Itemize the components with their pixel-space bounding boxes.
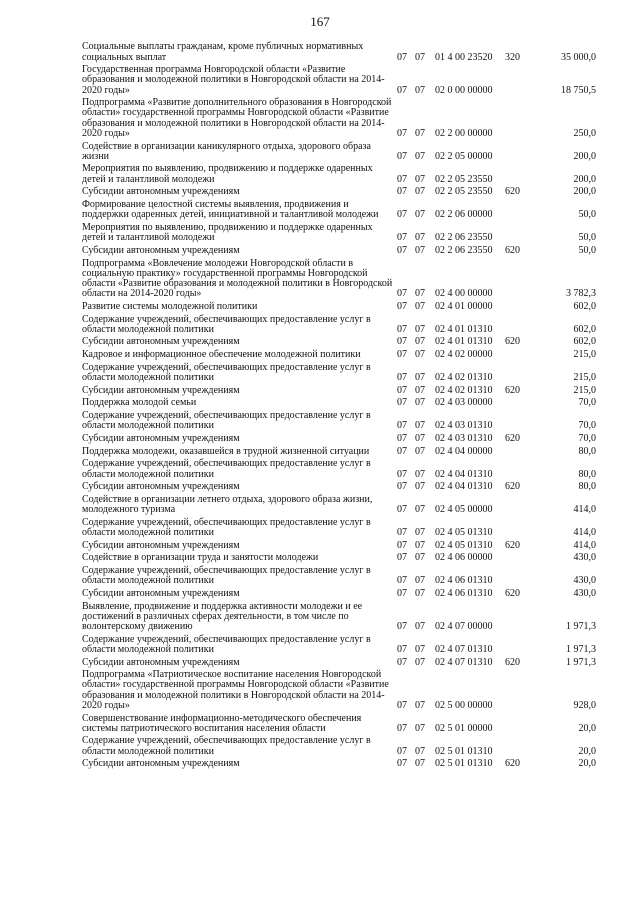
table-row [82,96,596,139]
row-amount: 414,0 [573,539,596,551]
row-target-code: 02 4 06 01310 [435,587,493,599]
row-section: 07 [397,51,407,63]
row-section: 07 [397,127,407,139]
table-row [82,757,596,770]
table-row [82,655,596,668]
table-row [82,139,596,162]
row-expense-type: 620 [505,656,520,668]
row-name: Субсидии автономным учреждениям [82,244,240,256]
table-row [82,587,596,600]
row-subsection: 07 [415,349,425,361]
row-expense-type [505,493,527,516]
table-row [82,360,596,383]
row-subsection: 07 [415,587,425,599]
row-name: Содействие в организации каникулярного отдыха, здорового образа жизни [82,140,371,162]
row-expense-type [505,348,527,361]
row-section: 07 [397,552,407,564]
row-amount: 215,0 [573,349,596,361]
row-subsection: 07 [415,621,425,633]
row-expense-type [505,198,527,221]
row-target-code: 02 4 05 01310 [435,526,493,538]
row-target-code: 02 2 00 00000 [435,127,493,139]
row-section: 07 [397,432,407,444]
row-name: Формирование целостной системы выявления, продвижения и поддержки одаренных детей, инициативной и талантливой молодежи [82,199,379,221]
row-section: 07 [397,504,407,516]
row-expense-type [505,444,527,457]
table-row [82,335,596,348]
row-subsection: 07 [415,300,425,312]
row-amount: 50,0 [578,232,596,244]
row-subsection: 07 [415,150,425,162]
row-name: Субсидии автономным учреждениям [82,384,240,396]
row-name: Субсидии автономным учреждениям [82,336,240,348]
row-name: Содержание учреждений, обеспечивающих предоставление услуг в области молодежной политики [82,516,371,538]
row-amount: 430,0 [573,575,596,587]
row-name: Подпрограмма «Развитие дополнительного образования в Новгородской области» государственной программы Новгородской области «Развитие образования и молодежной политики в Новгородской области на 2014-2020 годы» [82,97,392,139]
row-name: Мероприятия по выявлению, продвижению и поддержке одаренных детей и талантливой молодежи [82,163,373,185]
row-section: 07 [397,445,407,457]
row-expense-type: 620 [505,539,520,551]
row-subsection: 07 [415,51,425,63]
row-subsection: 07 [415,397,425,409]
row-section: 07 [397,656,407,668]
row-section: 07 [397,643,407,655]
row-expense-type [505,221,527,244]
row-subsection: 07 [415,84,425,96]
row-expense-type: 620 [505,432,520,444]
row-expense-type [505,139,527,162]
row-target-code: 02 4 07 01310 [435,643,493,655]
row-expense-type: 320 [505,51,520,63]
row-target-code: 01 4 00 23520 [435,51,493,63]
row-name: Мероприятия по выявлению, продвижению и поддержке одаренных детей и талантливой молодежи [82,221,373,244]
row-name: Субсидии автономным учреждениям [82,186,240,198]
row-target-code: 02 4 01 01310 [435,336,493,348]
table-row [82,300,596,313]
table-row [82,63,596,96]
row-subsection: 07 [415,656,425,668]
row-amount: 70,0 [578,397,596,409]
row-subsection: 07 [415,127,425,139]
row-subsection: 07 [415,244,425,256]
row-amount: 70,0 [578,432,596,444]
row-amount: 250,0 [573,127,596,139]
table-row [82,668,596,711]
table-row [82,632,596,655]
row-amount: 215,0 [573,371,596,383]
row-section: 07 [397,84,407,96]
row-amount: 50,0 [578,209,596,221]
row-target-code: 02 4 07 00000 [435,621,493,633]
row-target-code: 02 5 00 00000 [435,699,493,711]
row-subsection: 07 [415,384,425,396]
row-section: 07 [397,300,407,312]
row-subsection: 07 [415,420,425,432]
table-row [82,711,596,734]
row-section: 07 [397,745,407,757]
row-target-code: 02 0 00 00000 [435,84,493,96]
row-section: 07 [397,575,407,587]
row-name: Развитие системы молодежной политики [82,300,258,312]
row-amount: 70,0 [578,420,596,432]
row-section: 07 [397,371,407,383]
row-target-code: 02 4 03 01310 [435,420,493,432]
row-amount: 18 750,5 [561,84,596,96]
row-amount: 20,0 [578,745,596,757]
row-expense-type [505,63,527,96]
row-expense-type [505,409,527,432]
row-target-code: 02 4 01 00000 [435,300,493,312]
budget-table [82,40,596,770]
row-target-code: 02 4 05 00000 [435,504,493,516]
row-target-code: 02 4 02 01310 [435,384,493,396]
row-expense-type: 620 [505,336,520,348]
row-name: Содержание учреждений, обеспечивающих предоставление услуг в области молодежной политики [82,361,371,383]
row-name: Содержание учреждений, обеспечивающих предоставление услуг в области молодежной политики [82,410,371,432]
row-section: 07 [397,209,407,221]
row-subsection: 07 [415,575,425,587]
row-target-code: 02 2 06 23550 [435,232,493,244]
row-section: 07 [397,758,407,770]
row-section: 07 [397,621,407,633]
row-amount: 414,0 [573,504,596,516]
row-section: 07 [397,186,407,198]
row-expense-type [505,312,527,335]
row-expense-type [505,162,527,185]
row-target-code: 02 4 04 01310 [435,468,493,480]
table-row [82,348,596,361]
row-name: Содействие в организации летнего отдыха, здорового образа жизни, молодежного туризма [82,493,373,516]
table-row [82,312,596,335]
row-amount: 200,0 [573,173,596,185]
row-subsection: 07 [415,722,425,734]
row-expense-type: 620 [505,587,520,599]
table-row [82,564,596,587]
table-row [82,599,596,632]
row-name: Государственная программа Новгородской области «Развитие образования и молодежной политики в Новгородской области на 2014-2020 годы» [82,64,385,96]
table-row [82,40,596,63]
row-subsection: 07 [415,526,425,538]
row-amount: 80,0 [578,468,596,480]
row-expense-type: 620 [505,481,520,493]
row-target-code: 02 2 05 23550 [435,186,493,198]
row-target-code: 02 4 00 00000 [435,288,493,300]
row-subsection: 07 [415,481,425,493]
row-subsection: 07 [415,745,425,757]
row-target-code: 02 5 01 00000 [435,722,493,734]
row-name: Субсидии автономным учреждениям [82,587,240,599]
row-name: Совершенствование информационно-методического обеспечения системы патриотического воспитания населения области [82,712,362,734]
row-expense-type: 620 [505,384,520,396]
row-name: Субсидии автономным учреждениям [82,481,240,493]
row-amount: 20,0 [578,758,596,770]
budget-table-body [82,40,596,770]
row-section: 07 [397,336,407,348]
row-section: 07 [397,420,407,432]
row-section: 07 [397,384,407,396]
row-name: Содержание учреждений, обеспечивающих предоставление услуг в области молодежной политики [82,735,371,757]
row-subsection: 07 [415,371,425,383]
row-target-code: 02 4 05 01310 [435,539,493,551]
table-row [82,221,596,244]
row-section: 07 [397,323,407,335]
row-target-code: 02 4 03 00000 [435,397,493,409]
row-section: 07 [397,397,407,409]
row-target-code: 02 4 04 00000 [435,445,493,457]
row-subsection: 07 [415,232,425,244]
row-expense-type [505,457,527,480]
row-target-code: 02 5 01 01310 [435,758,493,770]
row-expense-type [505,360,527,383]
row-amount: 928,0 [573,699,596,711]
row-target-code: 02 4 04 01310 [435,481,493,493]
row-amount: 602,0 [573,300,596,312]
row-target-code: 02 2 05 23550 [435,173,493,185]
row-subsection: 07 [415,699,425,711]
row-expense-type [505,396,527,409]
row-section: 07 [397,349,407,361]
row-name: Субсидии автономным учреждениям [82,539,240,551]
row-section: 07 [397,699,407,711]
row-amount: 3 782,3 [566,288,596,300]
row-name: Подпрограмма «Вовлечение молодежи Новгородской области в социальную практику» государственной программы Новгородской области «Развитие образования и молодежной политики в Новгородской области на 2014-2020 годы» [82,257,393,300]
row-amount: 1 971,3 [566,643,596,655]
table-row [82,432,596,445]
row-amount: 602,0 [573,336,596,348]
row-amount: 20,0 [578,722,596,734]
row-target-code: 02 4 03 01310 [435,432,493,444]
row-subsection: 07 [415,432,425,444]
row-amount: 215,0 [573,384,596,396]
row-expense-type [505,256,527,299]
row-section: 07 [397,722,407,734]
row-subsection: 07 [415,336,425,348]
row-target-code: 02 5 01 01310 [435,745,493,757]
row-target-code: 02 2 05 00000 [435,150,493,162]
row-section: 07 [397,173,407,185]
row-name: Подпрограмма «Патриотическое воспитание населения Новгородской области» государственной программы Новгородской области «Развитие образования и молодежной политики в Новгородской области на 2014-2020 годы» [82,669,389,711]
table-row [82,162,596,185]
row-amount: 200,0 [573,150,596,162]
row-expense-type [505,668,527,711]
row-name: Содержание учреждений, обеспечивающих предоставление услуг в области молодежной политики [82,313,371,335]
row-name: Кадровое и информационное обеспечение молодежной политики [82,349,361,361]
row-amount: 602,0 [573,323,596,335]
row-expense-type [505,96,527,139]
row-target-code: 02 2 06 23550 [435,244,493,256]
row-section: 07 [397,526,407,538]
table-row [82,396,596,409]
row-subsection: 07 [415,288,425,300]
row-amount: 50,0 [578,244,596,256]
row-expense-type: 620 [505,244,520,256]
row-name: Поддержка молодой семьи [82,397,197,409]
row-name: Субсидии автономным учреждениям [82,758,240,770]
row-amount: 414,0 [573,526,596,538]
table-row [82,256,596,299]
row-subsection: 07 [415,173,425,185]
row-section: 07 [397,288,407,300]
table-row [82,383,596,396]
row-target-code: 02 4 06 01310 [435,575,493,587]
row-amount: 430,0 [573,552,596,564]
row-amount: 80,0 [578,481,596,493]
row-subsection: 07 [415,643,425,655]
row-expense-type [505,515,527,538]
table-row [82,551,596,564]
page-number: 167 [310,14,330,29]
table-row [82,244,596,257]
table-row [82,444,596,457]
table-row [82,480,596,493]
row-subsection: 07 [415,209,425,221]
row-subsection: 07 [415,552,425,564]
row-subsection: 07 [415,539,425,551]
row-target-code: 02 4 01 01310 [435,323,493,335]
row-expense-type [505,300,527,313]
row-name: Содействие в организации труда и занятости молодежи [82,552,319,564]
row-target-code: 02 2 06 00000 [435,209,493,221]
table-row [82,185,596,198]
row-subsection: 07 [415,186,425,198]
row-subsection: 07 [415,445,425,457]
row-name: Социальные выплаты гражданам, кроме публичных нормативных социальных выплат [82,41,364,63]
row-expense-type [505,564,527,587]
row-section: 07 [397,481,407,493]
row-name: Субсидии автономным учреждениям [82,432,240,444]
row-subsection: 07 [415,468,425,480]
row-target-code: 02 4 02 01310 [435,371,493,383]
row-target-code: 02 4 06 00000 [435,552,493,564]
table-row [82,734,596,757]
row-subsection: 07 [415,504,425,516]
row-amount: 200,0 [573,186,596,198]
row-expense-type [505,734,527,757]
row-amount: 80,0 [578,445,596,457]
row-expense-type: 620 [505,758,520,770]
table-row [82,409,596,432]
table-row [82,457,596,480]
table-row [82,515,596,538]
row-target-code: 02 4 07 01310 [435,656,493,668]
row-section: 07 [397,232,407,244]
row-name: Поддержка молодежи, оказавшейся в трудной жизненной ситуации [82,445,370,457]
row-section: 07 [397,150,407,162]
row-expense-type: 620 [505,186,520,198]
row-section: 07 [397,468,407,480]
row-name: Содержание учреждений, обеспечивающих предоставление услуг в области молодежной политики [82,633,371,655]
table-row [82,493,596,516]
row-expense-type [505,599,527,632]
row-amount: 35 000,0 [561,51,596,63]
row-amount: 1 971,3 [566,656,596,668]
row-subsection: 07 [415,758,425,770]
row-target-code: 02 4 02 00000 [435,349,493,361]
row-section: 07 [397,539,407,551]
row-name: Выявление, продвижение и поддержка активности молодежи и ее достижений в различных сферах деятельности, в том числе по волонтерскому движению [82,600,363,633]
row-expense-type [505,632,527,655]
row-expense-type [505,711,527,734]
row-name: Содержание учреждений, обеспечивающих предоставление услуг в области молодежной политики [82,565,371,587]
row-subsection: 07 [415,323,425,335]
row-amount: 1 971,3 [566,621,596,633]
table-row [82,538,596,551]
row-name: Субсидии автономным учреждениям [82,656,240,668]
row-name: Содержание учреждений, обеспечивающих предоставление услуг в области молодежной политики [82,458,371,480]
table-row [82,198,596,221]
row-amount: 430,0 [573,587,596,599]
row-section: 07 [397,244,407,256]
row-section: 07 [397,587,407,599]
row-expense-type [505,551,527,564]
